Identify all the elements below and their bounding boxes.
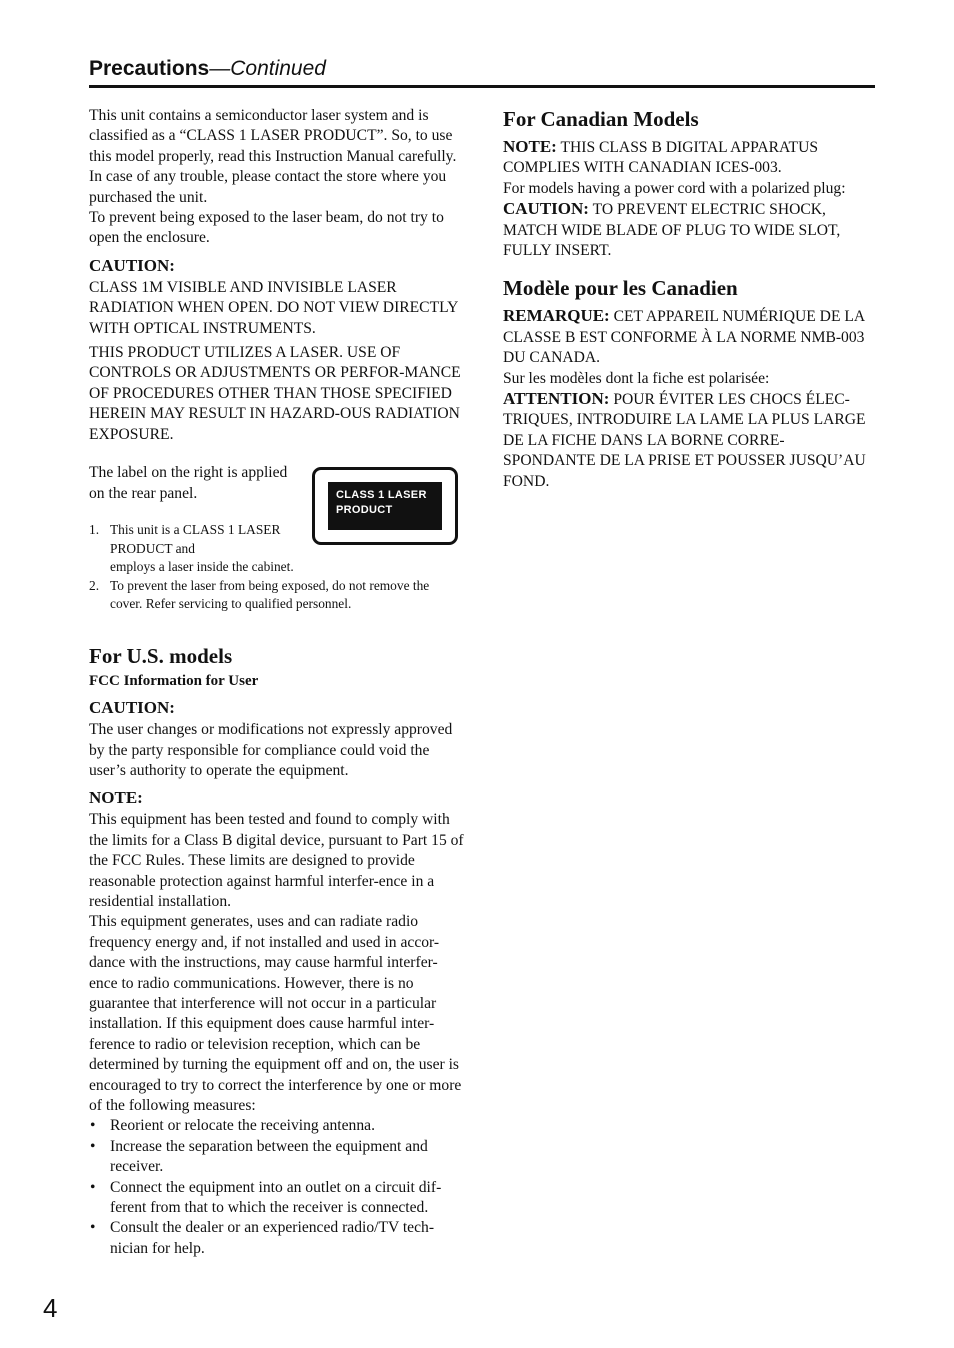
header-title-main: Precautions bbox=[89, 57, 210, 80]
remarque-text: CET APPAREIL NUMÉRIQUE DE LA CLASSE B EST CONFORME À LA NORME NMB-003 DU CANADA. bbox=[503, 308, 865, 367]
canadian-models-heading: For Canadian Models bbox=[503, 107, 699, 131]
laser-label-line2: PRODUCT bbox=[336, 504, 393, 517]
attention-text: POUR ÉVITER LES CHOCS ÉLEC-TRIQUES, INTRODUIRE LA LAME LA PLUS LARGE DE LA FICHE DANS LA BORNE CORRE-SPONDANTE DE LA PRISE ET POUSSER JUSQU’AU FOND. bbox=[503, 391, 866, 490]
canadian-note-lead: NOTE: bbox=[503, 137, 557, 156]
remarque-paragraph bbox=[503, 306, 877, 368]
laser-note-1-text-a: This unit is a CLASS 1 LASER PRODUCT and bbox=[110, 522, 281, 556]
attention-paragraph bbox=[503, 389, 877, 492]
list-item: • Reorient or relocate the receiving antenna. bbox=[89, 1116, 464, 1136]
attention-lead: ATTENTION: bbox=[503, 389, 610, 409]
note-paragraph-2: This equipment generates, uses and can radiate radio frequency energy and, if not installed and used in accor-dance with the instructions, may cause harmful interfer-ence to radio communications. However, there is no guarantee that interference will not occur in a particular installation. If this equipment does cause harmful inter-ference to radio or television reception, which can be determined by turning the equipment off and on, the user is encouraged to try to correct the interference by one or more of the following measures: bbox=[89, 913, 462, 1114]
note-paragraph-1: This equipment has been tested and found to comply with the limits for a Class B digital device, pursuant to Part 15 of the FCC Rules. These limits are designed to provide reasonable protection against harmful interfer-ence in a residential installation. bbox=[89, 811, 464, 910]
canadian-note-text: THIS CLASS B DIGITAL APPARATUS COMPLIES WITH CANADIAN ICES-003. bbox=[503, 139, 818, 177]
remarque-lead: REMARQUE: bbox=[503, 306, 610, 326]
laser-note-1 bbox=[89, 521, 464, 577]
canadian-caution-text: TO PREVENT ELECTRIC SHOCK, MATCH WIDE BLADE OF PLUG TO WIDE SLOT, FULLY INSERT. bbox=[503, 201, 841, 260]
canadian-caution-lead: CAUTION: bbox=[503, 199, 589, 219]
fcc-heading: FCC Information for User bbox=[89, 673, 259, 690]
right-column bbox=[503, 106, 877, 492]
list-number: 1. bbox=[89, 522, 100, 538]
us-caution-paragraph: The user changes or modifications not expressly approved by the party responsible for compliance could void the user’s authority to operate the equipment. bbox=[89, 721, 453, 779]
laser-note-2 bbox=[89, 577, 464, 614]
intro-paragraph-2: To prevent being exposed to the laser beam, do not try to open the enclosure. bbox=[89, 209, 444, 247]
caution-paragraph-1: CLASS 1M VISIBLE AND INVISIBLE LASER RADIATION WHEN OPEN. DO NOT VIEW DIRECTLY WITH OPTICAL INSTRUMENTS. bbox=[89, 278, 458, 337]
canadian-note bbox=[503, 137, 877, 179]
left-column bbox=[89, 106, 464, 1259]
page-title bbox=[89, 56, 875, 82]
us-caution-heading: CAUTION: bbox=[89, 698, 175, 718]
list-item: • Connect the equipment into an outlet on a circuit dif-ferent from that to which the receiver is connected. bbox=[89, 1178, 464, 1219]
canadian-caution bbox=[503, 199, 877, 261]
french-polarized-text: Sur les modèles dont la fiche est polarisée: bbox=[503, 369, 770, 387]
intro-paragraph-1: This unit contains a semiconductor laser system and is classified as a “CLASS 1 LASER PRODUCT”. So, to use this model properly, read this Instruction Manual carefully. In case of any trouble, please contact the store where you purchased the unit. bbox=[89, 107, 457, 206]
polarized-plug-text: For models having a power cord with a polarized plug: bbox=[503, 179, 846, 197]
laser-label-section bbox=[89, 463, 464, 623]
laser-note-2-text: To prevent the laser from being exposed, do not remove the cover. Refer servicing to qualified personnel. bbox=[110, 577, 430, 612]
french-canadian-heading: Modèle pour les Canadien bbox=[503, 276, 738, 301]
caution-paragraph-2: THIS PRODUCT UTILIZES A LASER. USE OF CONTROLS OR ADJUSTMENTS OR PERFOR-MANCE OF PROCEDURES OTHER THAN THOSE SPECIFIED HEREIN MAY RESULT IN HAZARD-OUS RADIATION EXPOSURE. bbox=[89, 344, 461, 443]
label-description: The label on the right is applied on the rear panel. bbox=[89, 464, 288, 502]
list-item: • Increase the separation between the equipment and receiver. bbox=[89, 1137, 464, 1178]
laser-notes-list bbox=[89, 521, 464, 614]
us-models-heading: For U.S. models bbox=[89, 644, 233, 669]
measures-list bbox=[89, 1116, 464, 1259]
header-rule bbox=[89, 85, 875, 88]
caution-heading: CAUTION: bbox=[89, 255, 175, 275]
page-number: 4 bbox=[43, 1293, 58, 1323]
laser-note-1-text-b: employs a laser inside the cabinet. bbox=[110, 559, 294, 575]
header-title-continued: —Continued bbox=[209, 57, 326, 80]
list-number: 2. bbox=[89, 577, 100, 593]
page-header bbox=[89, 56, 875, 82]
laser-label-line1: CLASS 1 LASER bbox=[336, 489, 427, 502]
list-item: • Consult the dealer or an experienced radio/TV tech-nician for help. bbox=[89, 1218, 464, 1259]
note-heading: NOTE: bbox=[89, 788, 143, 808]
